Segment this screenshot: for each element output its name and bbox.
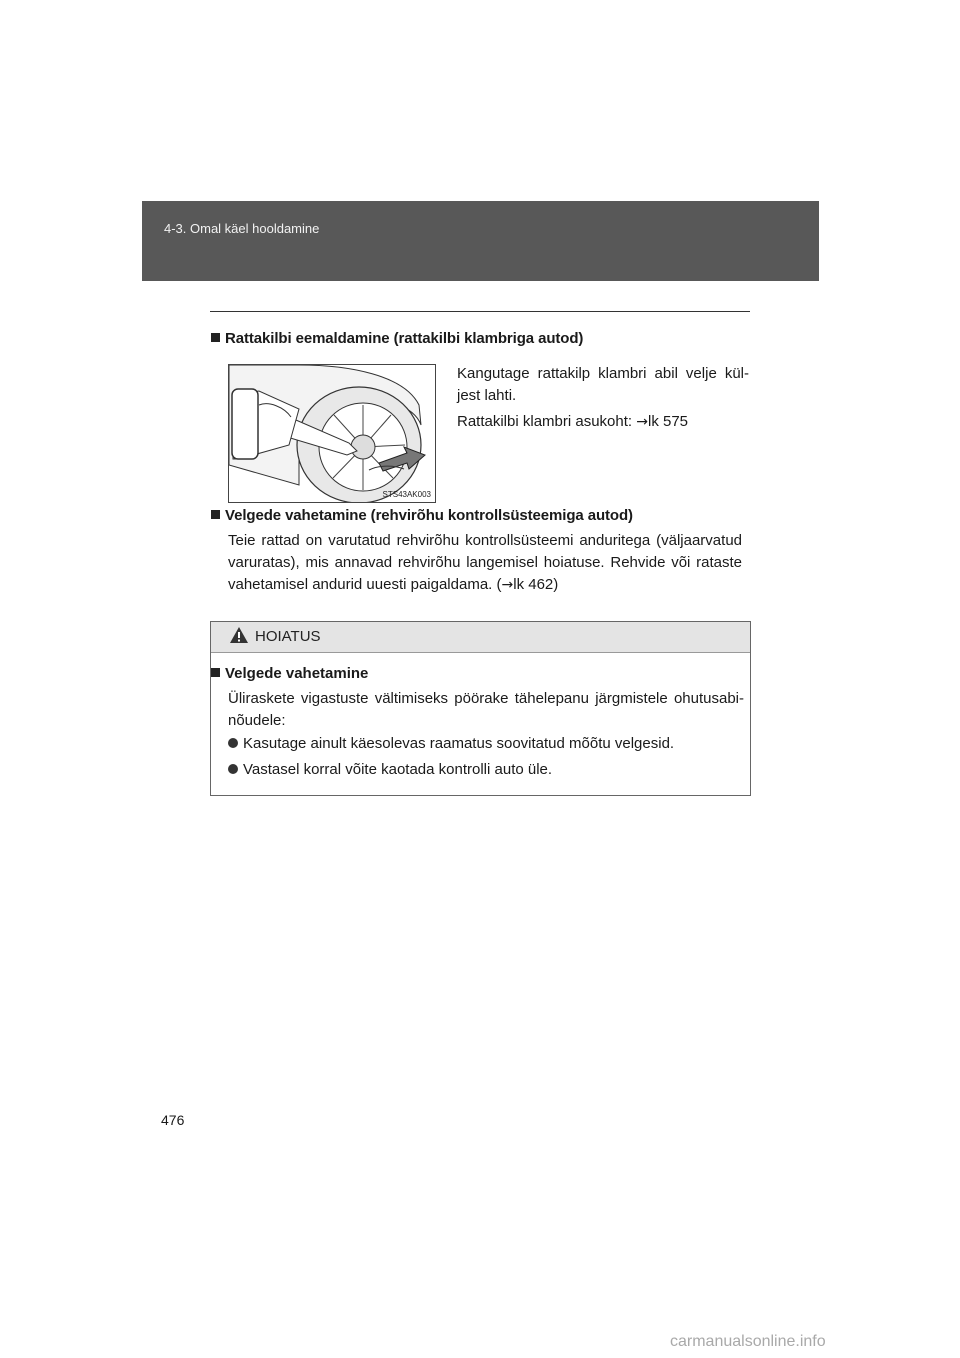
warning-bullet: Vastasel korral võite kaotada kontrolli auto üle. [228, 761, 552, 778]
warning-triangle-icon [229, 626, 249, 644]
chapter-header-band [142, 201, 819, 281]
warning-text: Üliraskete vigastuste vältimiseks pöörake tähelepanu järgmistele ohutusabi-nõudele: [228, 690, 744, 729]
arrow-right-icon: → [501, 577, 514, 593]
warning-box [210, 621, 751, 796]
wheel-change-text: Teie rattad on varutatud rehvirõhu kontrollsüsteemi anduritega (väljaarvatud varuratas), mis annavad rehvirõhu langemisel hoiatuse. Rehvide või rataste vahetamisel andurid uuesti paigaldama. (→lk 462) [228, 532, 742, 593]
section-divider [210, 311, 750, 312]
wheel-cover-clip-location: Rattakilbi klambri asukoht: →lk 575 [457, 413, 689, 430]
square-bullet-icon [211, 668, 220, 677]
warning-title: HOIATUS [255, 628, 321, 645]
warning-bullet: Kasutage ainult käesolevas raamatus soovitatud mõõtu velgesid. [228, 735, 674, 752]
page-number: 476 [161, 1112, 185, 1128]
page-reference-462: lk 462 [513, 576, 554, 593]
square-bullet-icon [211, 333, 220, 342]
section-heading-wheel-cover: Rattakilbi eemaldamine (rattakilbi klambriga autod) [211, 330, 583, 347]
wheel-cover-illustration [228, 364, 436, 503]
page-reference-575: lk 575 [647, 413, 689, 430]
arrow-right-icon: → [636, 414, 648, 430]
round-bullet-icon [228, 738, 238, 748]
warning-header [211, 622, 750, 653]
warning-heading: Velgede vahetamine [211, 665, 368, 682]
illustration-code: STS43AK003 [382, 490, 431, 499]
square-bullet-icon [211, 510, 220, 519]
section-heading-wheel-change: Velgede vahetamine (rehvirõhu kontrollsüsteemiga autod) [211, 507, 633, 524]
wheel-cover-instruction: Kangutage rattakilp klambri abil velje kül-jest lahti. [457, 365, 749, 404]
round-bullet-icon [228, 764, 238, 774]
chapter-section-label: 4-3. Omal käel hooldamine [164, 221, 320, 236]
watermark: carmanualsonline.info [670, 1333, 826, 1350]
wheel-cover-drawing [229, 365, 435, 502]
